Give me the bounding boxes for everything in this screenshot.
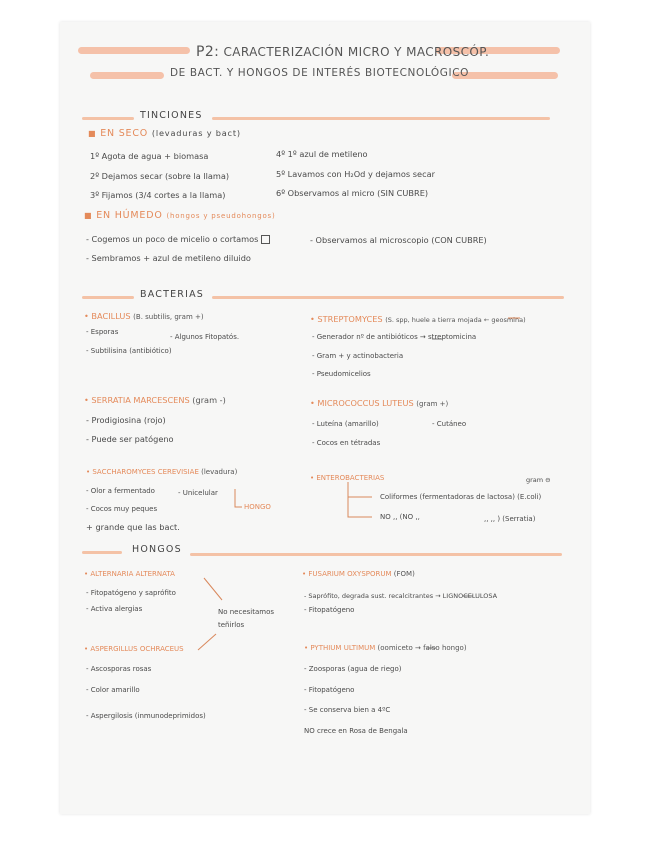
serratia-item-1: - Prodigiosina (rojo) (86, 415, 166, 425)
streptomyces-note: (S. spp, huele a tierra mojada ← geosmina) (385, 316, 526, 324)
streptomyces-item-2: - Gram + y actinobacteria (312, 352, 404, 360)
streptomyces-item-3: - Pseudomicelios (312, 370, 371, 378)
saccharomyces-note: (levadura) (201, 468, 238, 476)
micrococcus-side: - Cutáneo (432, 420, 467, 428)
aspergillus-item-1: - Ascosporas rosas (86, 665, 152, 673)
enterobacterias-gram: gram ⊖ (526, 476, 551, 484)
pythium-item-3: - Se conserva bien a 4ºC (304, 706, 391, 714)
bacterias-line-left (82, 296, 134, 299)
saccharomyces-side: - Unicelular (178, 489, 218, 497)
humedo-item-1 (86, 234, 270, 244)
en-seco-note: (levaduras y bact) (151, 128, 241, 138)
bacillus-note: (B. subtilis, gram +) (133, 313, 204, 321)
streptomyces-item-1: - Generador nº de antibióticos → streptomicina (312, 333, 477, 341)
tinciones-line-left (82, 117, 134, 120)
pythium-note: (oomiceto → falso hongo) (377, 644, 467, 652)
serratia-note: (gram -) (192, 395, 226, 405)
aspergillus-item-3: - Aspergilosis (inmunodeprimidos) (86, 712, 206, 720)
alternaria-header: • ALTERNARIA ALTERNATA (84, 570, 175, 578)
humedo-item-1-text: - Cogemos un poco de micelio o cortamos (86, 234, 259, 244)
micrococcus-header (310, 398, 448, 408)
en-humedo-note: (hongos y pseudohongos) (166, 212, 276, 220)
pythium-item-2: - Fitopatógeno (304, 686, 355, 694)
cover-box-icon (261, 235, 270, 244)
seco-step-1: 1º Agota de agua + biomasa (90, 151, 209, 161)
title2-highlight-left (90, 72, 164, 79)
micrococcus-name: • MICROCOCCUS LUTEUS (310, 398, 414, 408)
streptomyces-header (310, 314, 526, 324)
enterobacterias-row2b: ,, ,, ) (Serratia) (484, 515, 536, 523)
saccharomyces-hongo: HONGO (244, 503, 271, 511)
micrococcus-note: (gram +) (416, 400, 449, 408)
title-highlight-left (78, 47, 190, 54)
serratia-header (84, 395, 226, 405)
seco-step-3: 3º Fijamos (3/4 cortes a la llama) (90, 190, 226, 200)
micrococcus-item-2: - Cocos en tétradas (312, 439, 381, 447)
pythium-item-1: - Zoosporas (agua de riego) (304, 665, 402, 673)
saccharomyces-item-1: - Olor a fermentado (86, 487, 155, 495)
fusarium-name: • FUSARIUM OXYSPORUM (302, 570, 392, 578)
title-p2: P2: (196, 44, 220, 60)
fusarium-header (302, 570, 415, 578)
serratia-item-2: - Puede ser patógeno (86, 434, 174, 444)
streptomyces-name: • STREPTOMYCES (310, 314, 383, 324)
hongos-line-right (190, 553, 562, 556)
fusarium-item-2: - Fitopatógeno (304, 606, 355, 614)
micrococcus-item-1: - Luteína (amarillo) (312, 420, 379, 428)
seco-step-6: 6º Observamos al micro (SIN CUBRE) (276, 188, 429, 198)
bacillus-item-1: - Esporas (86, 328, 119, 336)
humedo-item-2: - Sembramos + azul de metileno diluido (86, 253, 251, 263)
bacillus-item-2: - Subtilisina (antibiótico) (86, 347, 172, 355)
seco-step-4: 4º 1º azul de metileno (276, 149, 368, 159)
alternaria-item-1: - Fitopatógeno y saprófito (86, 589, 176, 597)
hongos-line-left (82, 551, 122, 554)
fusarium-note: (FOM) (393, 570, 415, 578)
aspergillus-item-2: - Color amarillo (86, 686, 140, 694)
no-tenir-text: No necesitamos teñirlos (218, 608, 275, 629)
bacillus-side: - Algunos Fitopatós. (170, 333, 240, 341)
saccharomyces-item-2: - Cocos muy peques (86, 505, 158, 513)
saccharomyces-header (86, 468, 237, 476)
humedo-right: - Observamos al microscopio (CON CUBRE) (310, 235, 487, 245)
tinciones-line-right (212, 117, 550, 120)
en-humedo-header: ■ EN HÚMEDO (hongos y pseudohongos) (84, 210, 276, 221)
saccharomyces-name: • SACCHAROMYCES CEREVISIAE (86, 468, 199, 476)
bacterias-heading: BACTERIAS (140, 289, 205, 300)
seco-step-5: 5º Lavamos con H₂Od y dejamos secar (276, 169, 435, 179)
pythium-header (304, 644, 467, 652)
page-title-line1 (196, 44, 489, 60)
en-seco-header: ■ EN SECO (levaduras y bact) (88, 128, 241, 139)
en-humedo-label: EN HÚMEDO (96, 210, 163, 221)
tinciones-heading: TINCIONES (140, 110, 203, 121)
en-seco-label: EN SECO (100, 128, 149, 139)
seco-step-2: 2º Dejamos secar (sobre la llama) (90, 171, 230, 181)
aspergillus-header: • ASPERGILLUS OCHRACEUS (84, 645, 184, 653)
fusarium-item-1: - Saprófito, degrada sust. recalcitrantes → LIGNOCELULOSA (304, 592, 498, 600)
enterobacterias-row2: NO ,, (NO ,, (380, 513, 420, 521)
page-title-line2: DE BACT. Y HONGOS DE INTERÉS BIOTECNOLÓGICO (170, 67, 470, 79)
pythium-name: • PYTHIUM ULTIMUM (304, 644, 376, 652)
hongos-heading: HONGOS (132, 544, 182, 555)
no-tenir-note (218, 606, 288, 632)
bacterias-line-right (212, 296, 564, 299)
alternaria-item-2: - Activa alergias (86, 605, 143, 613)
bacillus-name: • BACILLUS (84, 311, 131, 321)
serratia-name: • SERRATIA MARCESCENS (84, 395, 190, 405)
enterobacterias-row1: Coliformes (fermentadoras de lactosa) (E.coli) (380, 493, 542, 501)
saccharomyces-item-3: + grande que las bact. (86, 522, 180, 532)
enterobacterias-header: • ENTEROBACTERIAS (310, 474, 385, 482)
pythium-last: NO crece en Rosa de Bengala (304, 727, 408, 735)
title-text-1: CARACTERIZACIÓN MICRO Y MACROSCÓP. (223, 45, 490, 59)
bacillus-header (84, 311, 204, 321)
